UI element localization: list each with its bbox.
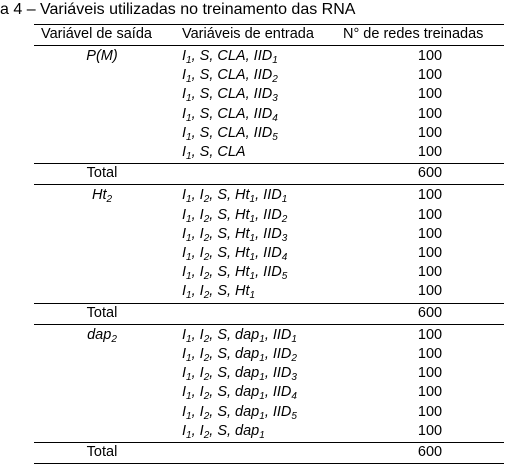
input-variables: $I_1$, $I_2$, S, dap$_1$, $IID_2$ [182,346,297,364]
network-count: 100 [417,48,443,64]
input-variables: $I_1$, $I_2$, S, dap$_1$ [182,422,265,441]
group-rule [34,184,504,185]
total-value: 600 [417,165,443,182]
table-caption: a 4 – Variáveis utilizadas no treinamento das RNA [0,1,356,18]
network-count: 100 [417,187,443,204]
input-variables: $I_1$, $I_2$, S, $Ht_1$, $IID_1$ [182,187,288,206]
input-variables: $I_1$, $I_2$, S, $Ht_1$, $IID_2$ [182,206,288,225]
header-network-count: N° de redes treinadas [343,26,484,42]
network-count: 100 [417,245,443,261]
output-variable: P(M) [86,48,118,64]
input-variables: $I_1$, $I_2$, S, $Ht_1$, $IID_5$ [182,264,288,283]
total-label: Total [86,165,118,182]
input-variables: $I_1$, $I_2$, S, dap$_1$, $IID_3$ [182,365,297,384]
network-count: 100 [417,346,443,362]
network-count: 100 [417,384,443,401]
network-count: 100 [417,206,443,223]
output-variable: $Ht_2$ [91,187,113,206]
network-count: 100 [417,225,443,242]
input-variables: $I_1$, S, CLA, $IID_5$ [182,124,278,143]
header-output-variable: Variável de saída [41,26,152,42]
input-variables: $I_1$, S, CLA, $IID_2$ [182,67,278,86]
header-input-variables: Variáveis de entrada [182,26,314,42]
input-variables: $I_1$, $I_2$, S, dap$_1$, $IID_5$ [182,403,297,422]
total-value: 600 [417,444,443,460]
network-count: 100 [417,403,443,420]
total-value: 600 [417,304,443,321]
input-variables: $I_1$, $I_2$, S, dap$_1$, $IID_4$ [182,384,297,403]
network-count: 100 [417,105,443,122]
network-count: 100 [417,283,443,300]
input-variables: $I_1$, $I_2$, S, $Ht_1$ [182,283,256,302]
input-variables: $I_1$, $I_2$, S, dap$_1$, $IID_1$ [182,326,297,345]
input-variables: $I_1$, S, CLA, $IID_1$ [182,48,278,66]
network-count: 100 [417,144,443,160]
network-count: 100 [417,365,443,382]
input-variables: $I_1$, $I_2$, S, $Ht_1$, $IID_4$ [182,245,288,263]
network-count: 100 [417,264,443,281]
network-count: 100 [417,86,443,103]
input-variables: $I_1$, S, CLA [182,144,246,162]
total-label: Total [86,444,118,460]
group-rule [34,324,504,325]
total-label: Total [86,304,118,321]
input-variables: $I_1$, S, CLA, $IID_3$ [182,86,278,105]
output-variable: dap$_2$ [87,326,117,345]
network-count: 100 [417,422,443,439]
input-variables: $I_1$, $I_2$, S, $Ht_1$, $IID_3$ [182,225,288,244]
network-count: 100 [417,326,443,343]
network-count: 100 [417,124,443,141]
header-rule [34,45,504,46]
network-count: 100 [417,67,443,84]
input-variables: $I_1$, S, CLA, $IID_4$ [182,105,278,124]
